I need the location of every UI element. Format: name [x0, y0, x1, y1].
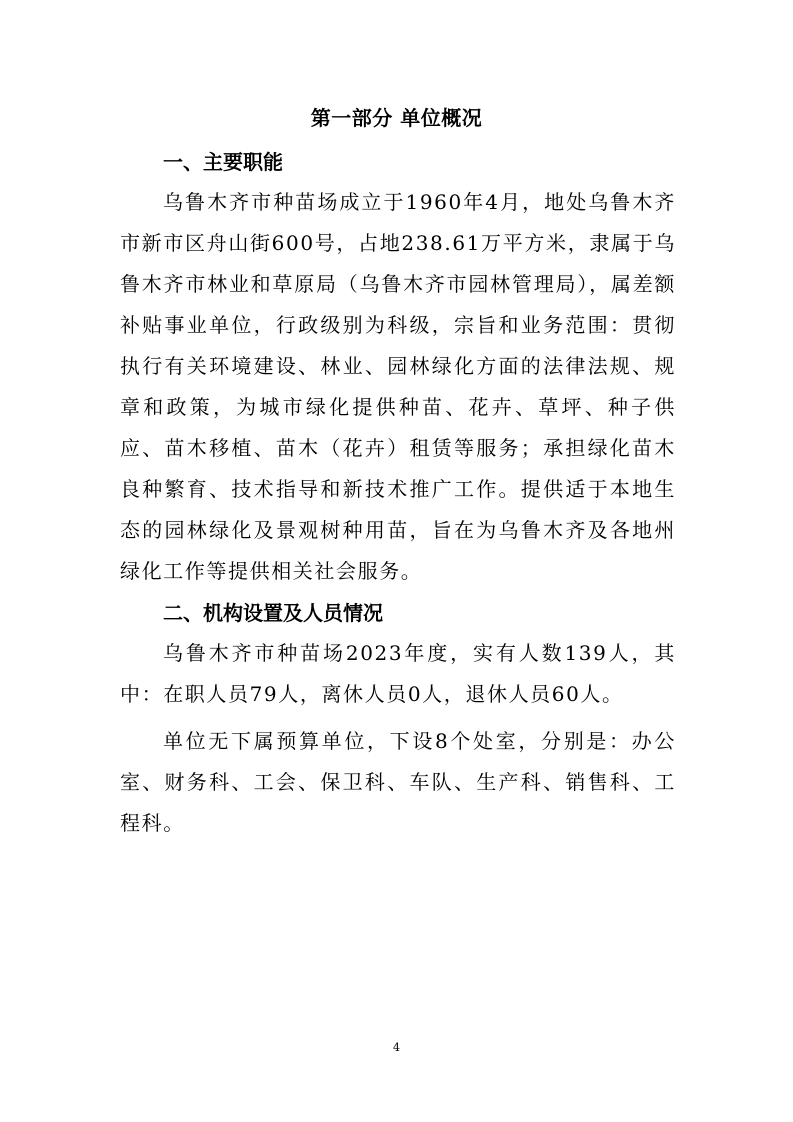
- section-body-main-functions: [120, 182, 676, 592]
- section-heading-main-functions: 一、主要职能: [163, 150, 283, 174]
- paragraph-staff-count: 乌鲁木齐市种苗场2023年度，实有人数139人，其中：在职人员79人，离休人员0人，退休人员60人。: [120, 641, 676, 706]
- paragraph-departments: 单位无下属预算单位，下设8个处室，分别是：办公室、财务科、工会、保卫科、车队、生产科、销售科、工程科。: [120, 729, 676, 835]
- paragraph-main-functions: 乌鲁木齐市种苗场成立于1960年4月，地处乌鲁木齐市新市区舟山街600号，占地238.61万平方米，隶属于乌鲁木齐市林业和草原局（乌鲁木齐市园林管理局），属差额补贴事业单位，行政级别为科级，宗旨和业务范围：贯彻执行有关环境建设、林业、园林绿化方面的法律法规、规章和政策，为城市绿化提供种苗、花卉、草坪、种子供应、苗木移植、苗木（花卉）租赁等服务；承担绿化苗木良种繁育、技术指导和新技术推广工作。提供适于本地生态的园林绿化及景观树种用苗，旨在为乌鲁木齐及各地州绿化工作等提供相关社会服务。: [120, 190, 676, 583]
- section-heading-organization-staff: 二、机构设置及人员情况: [163, 601, 383, 625]
- section-body-organization-staff: [120, 633, 676, 844]
- page-title: 第一部分 单位概况: [310, 106, 483, 130]
- page-number: 4: [393, 1041, 400, 1054]
